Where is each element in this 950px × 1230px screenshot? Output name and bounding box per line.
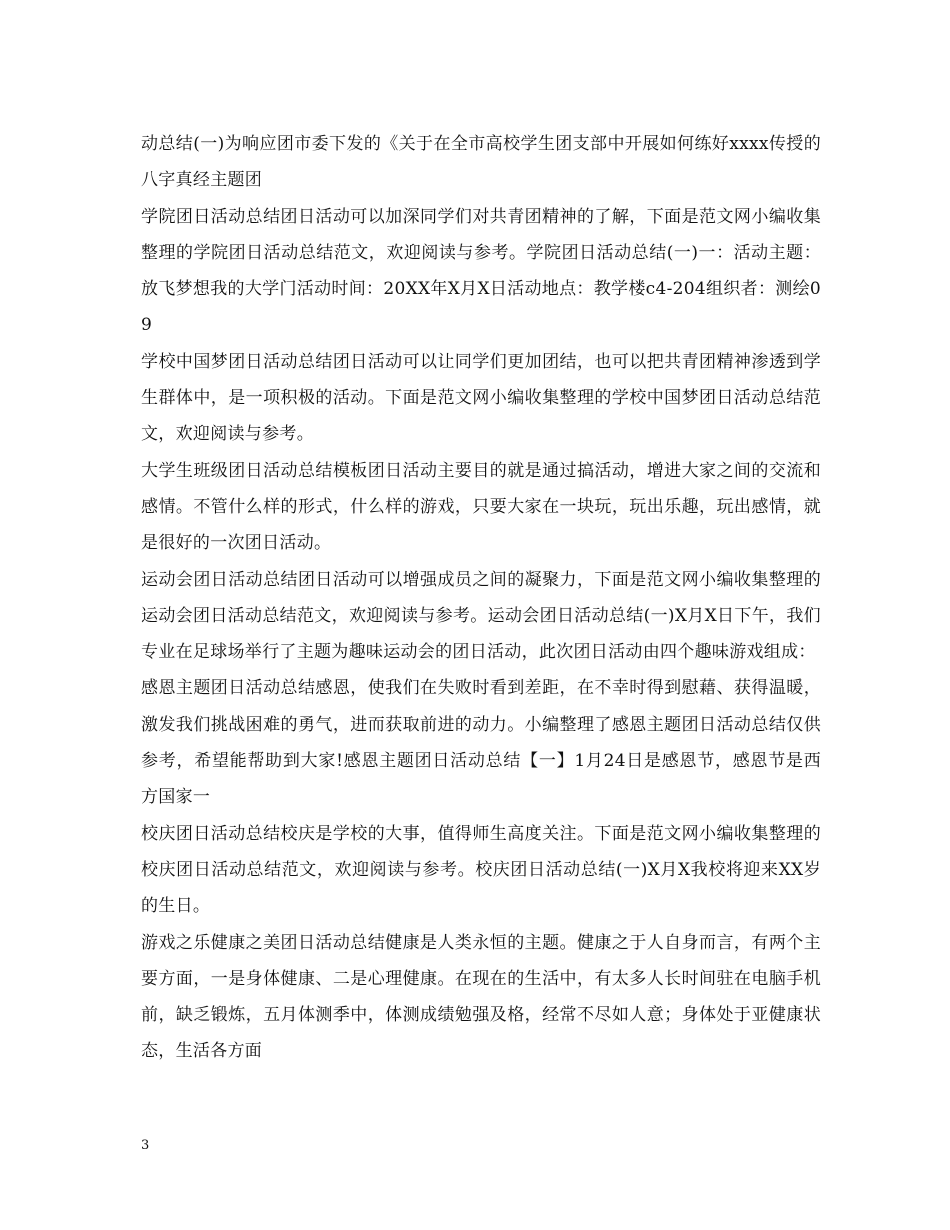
paragraph: 运动会团日活动总结团日活动可以增强成员之间的凝聚力，下面是范文网小编收集整理的运动会团日活动总结范文，欢迎阅读与参考。运动会团日活动总结(一)X月X日下午，我们专业在足球场举行了主题为趣味运动会的团日活动，此次团日活动由四个趣味游戏组成：	[141, 569, 821, 663]
paragraph: 学院团日活动总结团日活动可以加深同学们对共青团精神的了解，下面是范文网小编收集整理的学院团日活动总结范文，欢迎阅读与参考。学院团日活动总结(一)一：活动主题：放飞梦想我的大学门活动时间：20XX年X月X日活动地点：教学楼c4-204组织者：测绘09	[141, 206, 821, 336]
document-body	[141, 126, 821, 1070]
paragraph: 学校中国梦团日活动总结团日活动可以让同学们更加团结，也可以把共青团精神渗透到学生群体中，是一项积极的活动。下面是范文网小编收集整理的学校中国梦团日活动总结范文，欢迎阅读与参考。	[141, 351, 821, 445]
paragraph: 感恩主题团日活动总结感恩，使我们在失败时看到差距，在不幸时得到慰藉、获得温暖，激发我们挑战困难的勇气，进而获取前进的动力。小编整理了感恩主题团日活动总结仅供参考，希望能帮助到大家!感恩主题团日活动总结【一】1月24日是感恩节，感恩节是西方国家一	[141, 678, 821, 808]
paragraph: 游戏之乐健康之美团日活动总结健康是人类永恒的主题。健康之于人自身而言，有两个主要方面，一是身体健康、二是心理健康。在现在的生活中，有太多人长时间驻在电脑手机前，缺乏锻炼，五月体测季中，体测成绩勉强及格，经常不尽如人意；身体处于亚健康状态，生活各方面	[141, 932, 821, 1062]
paragraph: 动总结(一)为响应团市委下发的《关于在全市高校学生团支部中开展如何练好xxxx传授的八字真经主题团	[141, 134, 821, 191]
paragraph: 校庆团日活动总结校庆是学校的大事，值得师生高度关注。下面是范文网小编收集整理的校庆团日活动总结范文，欢迎阅读与参考。校庆团日活动总结(一)X月X我校将迎来XX岁的生日。	[141, 823, 821, 917]
paragraph: 大学生班级团日活动总结模板团日活动主要目的就是通过搞活动，增进大家之间的交流和感情。不管什么样的形式，什么样的游戏，只要大家在一块玩，玩出乐趣，玩出感情，就是很好的一次团日活动。	[141, 460, 821, 554]
page-number: 3	[141, 1138, 150, 1153]
